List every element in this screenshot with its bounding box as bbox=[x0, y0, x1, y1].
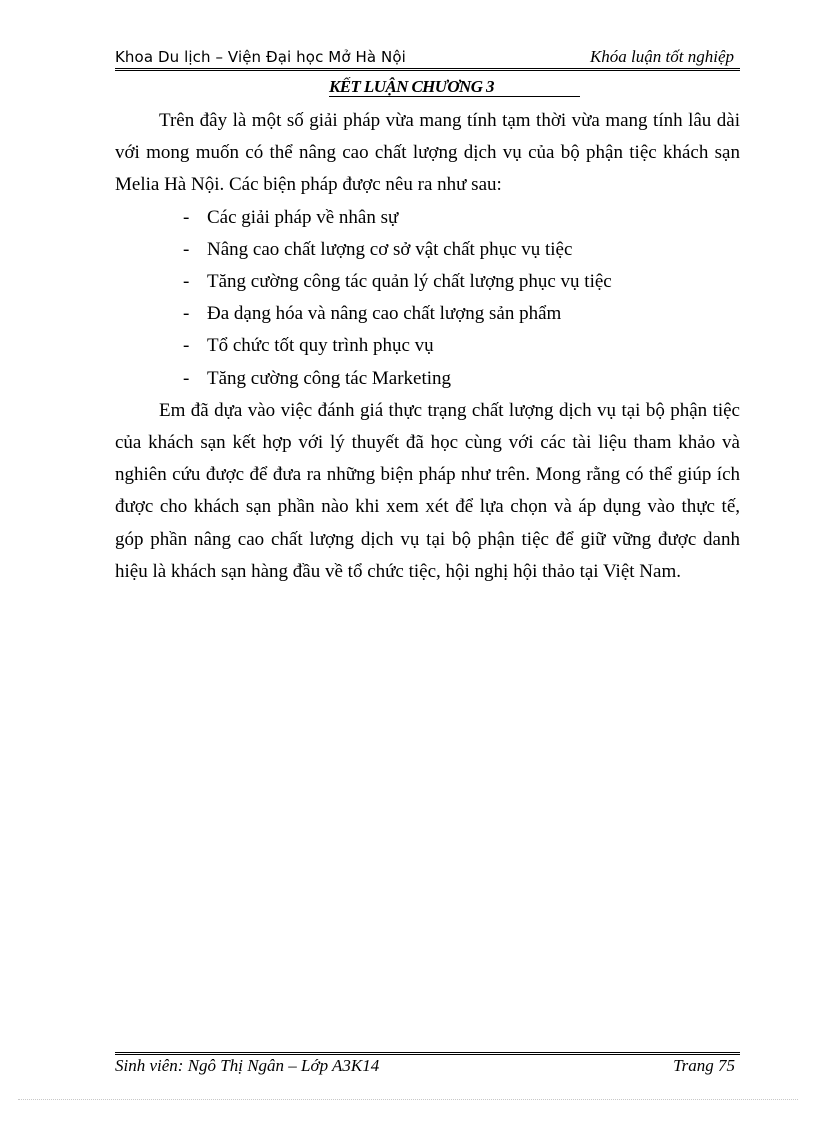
header-institution: Khoa Du lịch – Viện Đại học Mở Hà Nội bbox=[115, 48, 406, 66]
list-item-text: Đa dạng hóa và nâng cao chất lượng sản phẩm bbox=[207, 303, 562, 325]
footer-divider bbox=[115, 1052, 740, 1053]
list-item bbox=[115, 266, 740, 298]
list-bullet: - bbox=[183, 335, 190, 357]
list-item bbox=[115, 363, 740, 395]
list-item-text: Tăng cường công tác Marketing bbox=[207, 367, 452, 389]
solution-list bbox=[115, 202, 740, 395]
intro-paragraph: Trên đây là một số giải pháp vừa mang tính tạm thời vừa mang tính lâu dài với mong muốn có thể nâng cao chất lượng dịch vụ của bộ phận tiệc khách sạn Melia Hà Nội. Các biện pháp được nêu ra như sau: bbox=[115, 110, 740, 196]
chapter-title-underline bbox=[329, 96, 580, 97]
page-bottom-edge bbox=[18, 1099, 798, 1100]
list-item bbox=[115, 234, 740, 266]
header-document-type: Khóa luận tốt nghiệp bbox=[589, 47, 734, 66]
list-item bbox=[115, 298, 740, 330]
list-item-text: Nâng cao chất lượng cơ sở vật chất phục vụ tiệc bbox=[207, 238, 573, 260]
list-item-text: Tổ chức tốt quy trình phục vụ bbox=[207, 335, 434, 357]
header-divider bbox=[115, 68, 740, 69]
list-bullet: - bbox=[183, 270, 190, 292]
list-item bbox=[115, 202, 740, 234]
page-number: Trang 75 bbox=[673, 1056, 735, 1075]
footer-divider-secondary bbox=[115, 1054, 740, 1055]
list-bullet: - bbox=[183, 367, 190, 389]
list-bullet: - bbox=[183, 303, 190, 325]
list-item-text: Các giải pháp về nhân sự bbox=[207, 206, 399, 228]
list-item bbox=[115, 330, 740, 362]
list-bullet: - bbox=[183, 238, 190, 260]
conclusion-paragraph: Em đã dựa vào việc đánh giá thực trạng chất lượng dịch vụ tại bộ phận tiệc của khách sạn kết hợp với lý thuyết đã học cùng với các tài liệu tham khảo và nghiên cứu được để đưa ra những biện pháp như trên. Mong rằng có thể giúp ích được cho khách sạn phần nào khi xem xét để lựa chọn và áp dụng vào thực tế, góp phần nâng cao chất lượng dịch vụ tại bộ phận tiệc để giữ vững được danh hiệu là khách sạn hàng đầu về tổ chức tiệc, hội nghị hội thảo tại Việt Nam. bbox=[115, 399, 740, 582]
body-text bbox=[115, 105, 740, 588]
chapter-title: KẾT LUẬN CHƯƠNG 3 bbox=[329, 77, 494, 96]
header-divider-secondary bbox=[115, 70, 740, 71]
list-item-text: Tăng cường công tác quản lý chất lượng phục vụ tiệc bbox=[207, 270, 612, 292]
list-bullet: - bbox=[183, 206, 190, 228]
footer-student-info: Sinh viên: Ngô Thị Ngân – Lớp A3K14 bbox=[115, 1056, 380, 1075]
